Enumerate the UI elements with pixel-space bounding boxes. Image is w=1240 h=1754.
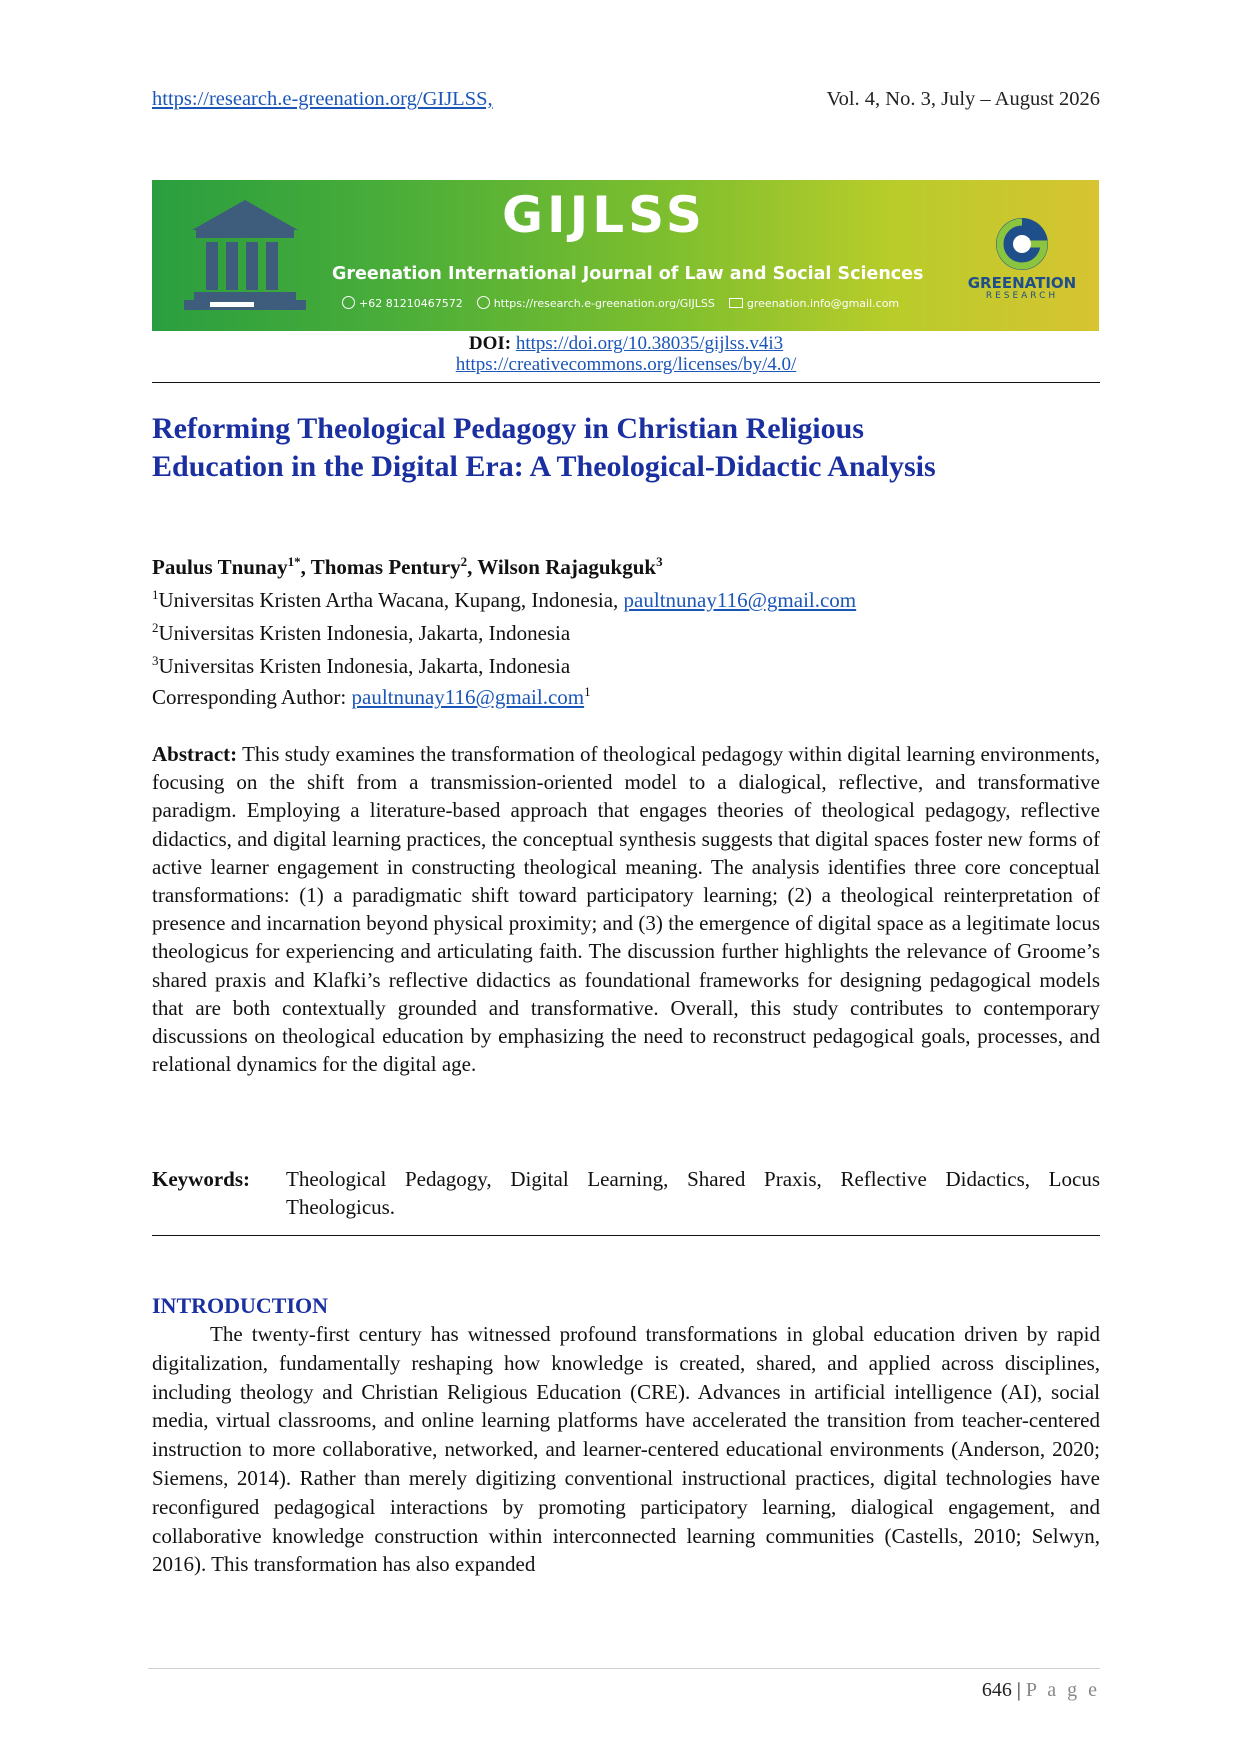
affiliation-1 (152, 581, 1100, 614)
volume-info: Vol. 4, No. 3, July – August 2026 (826, 88, 1100, 110)
doi-line (152, 333, 1100, 354)
phone-text: +62 81210467572 (359, 297, 463, 310)
abstract (152, 740, 1100, 1078)
journal-banner (152, 180, 1099, 331)
author-block (152, 548, 1100, 680)
affiliation-3-text: Universitas Kristen Indonesia, Jakarta, Indonesia (158, 654, 571, 678)
page-footer (982, 1679, 1100, 1702)
journal-acronym: GIJLSS (502, 186, 706, 244)
running-header (152, 88, 1100, 118)
paper-title (152, 410, 1100, 486)
phone-icon (342, 296, 355, 309)
page-number: 646 (981, 1679, 1012, 1701)
author-1: Paulus Tnunay (152, 555, 288, 579)
author-3: Wilson Rajagukguk (477, 555, 657, 579)
introduction-text: The twenty-first century has witnessed profound transformations in global education driven by rapid digitalization, fundamentally reshaping how knowledge is created, shared, and applied across disciplines, including theology and Christian Religious Education (CRE). Advances in artificial intelligence (AI), social media, virtual classrooms, and online learning platforms have accelerated the transition from teacher-centered instruction to more collaborative, networked, and learner-centered educational environments (Anderson, 2020; Siemens, 2014). Rather than merely digitizing conventional instructional practices, digital technologies have reconfigured pedagogical interactions by promoting participatory learning, dialogical engagement, and collaborative knowledge construction within interconnected learning communities (Castells, 2010; Selwyn, 2016). This transformation has also expanded (152, 1322, 1100, 1577)
abstract-label: Abstract: (152, 742, 238, 766)
page-separator: | (1016, 1679, 1021, 1701)
affiliation-3-sup: 3 (152, 653, 159, 668)
affiliation-2-sup: 2 (152, 620, 159, 635)
affiliation-1-email-link[interactable]: paultnunay116@gmail.com (623, 588, 857, 612)
affiliation-2-text: Universitas Kristen Indonesia, Jakarta, Indonesia (158, 621, 571, 645)
email-text: greenation.info@gmail.com (746, 296, 900, 310)
greenation-logo (952, 214, 1092, 324)
building-icon (180, 196, 310, 316)
corresponding-author (152, 684, 1100, 710)
banner-contacts (342, 296, 899, 310)
publisher-sub: RESEARCH (985, 291, 1059, 301)
affiliation-1-sup: 1 (152, 587, 159, 602)
globe-icon (477, 296, 490, 309)
affiliation-2 (152, 614, 1100, 647)
journal-url-link[interactable]: https://research.e-greenation.org/GIJLSS, (152, 88, 493, 110)
keywords-text: Theological Pedagogy, Digital Learning, Shared Praxis, Reflective Didactics, Locus Theologicus. (286, 1167, 1100, 1219)
affiliation-1-text: Universitas Kristen Artha Wacana, Kupang, Indonesia, (158, 588, 624, 612)
affiliation-3 (152, 647, 1100, 680)
author-2: Thomas Pentury (310, 555, 461, 579)
keywords-label: Keywords: (152, 1167, 250, 1191)
corresponding-email-link[interactable]: paultnunay116@gmail.com (351, 685, 585, 709)
keywords (152, 1165, 1100, 1221)
license-line (152, 354, 1100, 375)
banner-email (729, 297, 899, 310)
introduction-heading: INTRODUCTION (152, 1293, 329, 1318)
greenation-emblem-icon (952, 214, 1092, 274)
page-label: P a g e (1025, 1679, 1100, 1701)
publisher-name: GREENATION (967, 274, 1077, 292)
doi-link[interactable]: https://doi.org/10.38035/gijlss.v4i3 (515, 333, 784, 354)
doi-label: DOI: (468, 333, 512, 354)
mail-icon (729, 298, 743, 308)
doi-block (152, 333, 1100, 375)
corresponding-label: Corresponding Author: (152, 685, 352, 709)
website-text: https://research.e-greenation.org/GIJLSS (493, 297, 715, 310)
banner-phone (342, 296, 463, 310)
journal-name: Greenation International Journal of Law and Social Sciences (332, 264, 924, 284)
footer-divider (148, 1668, 1100, 1669)
abstract-text: This study examines the transformation of theological pedagogy within digital learning environments, focusing on the shift from a transmission-oriented model to a dialogical, reflective, and transformative paradigm. Employing a literature-based approach that engages theories of theological pedagogy, reflective didactics, and digital learning practices, the conceptual synthesis suggests that digital spaces foster new forms of active learner engagement in constructing theological meaning. The analysis identifies three core conceptual transformations: (1) a paradigmatic shift toward participatory learning; (2) a theological reinterpretation of presence and incarnation beyond physical proximity; and (3) the emergence of digital space as a legitimate locus theologicus for experiencing and articulating faith. The discussion further highlights the relevance of Groome’s shared praxis and Klafki’s reflective didactics as foundational frameworks for designing pedagogical models that are both contextually grounded and transformative. Overall, this study contributes to contemporary discussions on theological education by emphasizing the need to reconstruct pedagogical goals, processes, and relational dynamics for the digital age. (152, 742, 1101, 1077)
corresponding-sup: 1 (584, 684, 591, 699)
author-names: Paulus Tnunay$^{1*}$, Thomas Pentury$^2$, Wilson Rajagukguk$^3$ (152, 554, 663, 579)
author-2-sup: 2 (460, 554, 468, 569)
doi-divider (152, 382, 1100, 383)
author-3-sup: 3 (656, 554, 663, 569)
license-link[interactable]: https://creativecommons.org/licenses/by/4.0/ (455, 354, 797, 375)
title-line-1: Reforming Theological Pedagogy in Christian Religious (152, 412, 864, 445)
title-line-2: Education in the Digital Era: A Theological-Didactic Analysis (152, 450, 936, 483)
keywords-divider (152, 1235, 1100, 1236)
banner-website (477, 296, 715, 310)
author-1-sup: 1* (287, 554, 301, 569)
